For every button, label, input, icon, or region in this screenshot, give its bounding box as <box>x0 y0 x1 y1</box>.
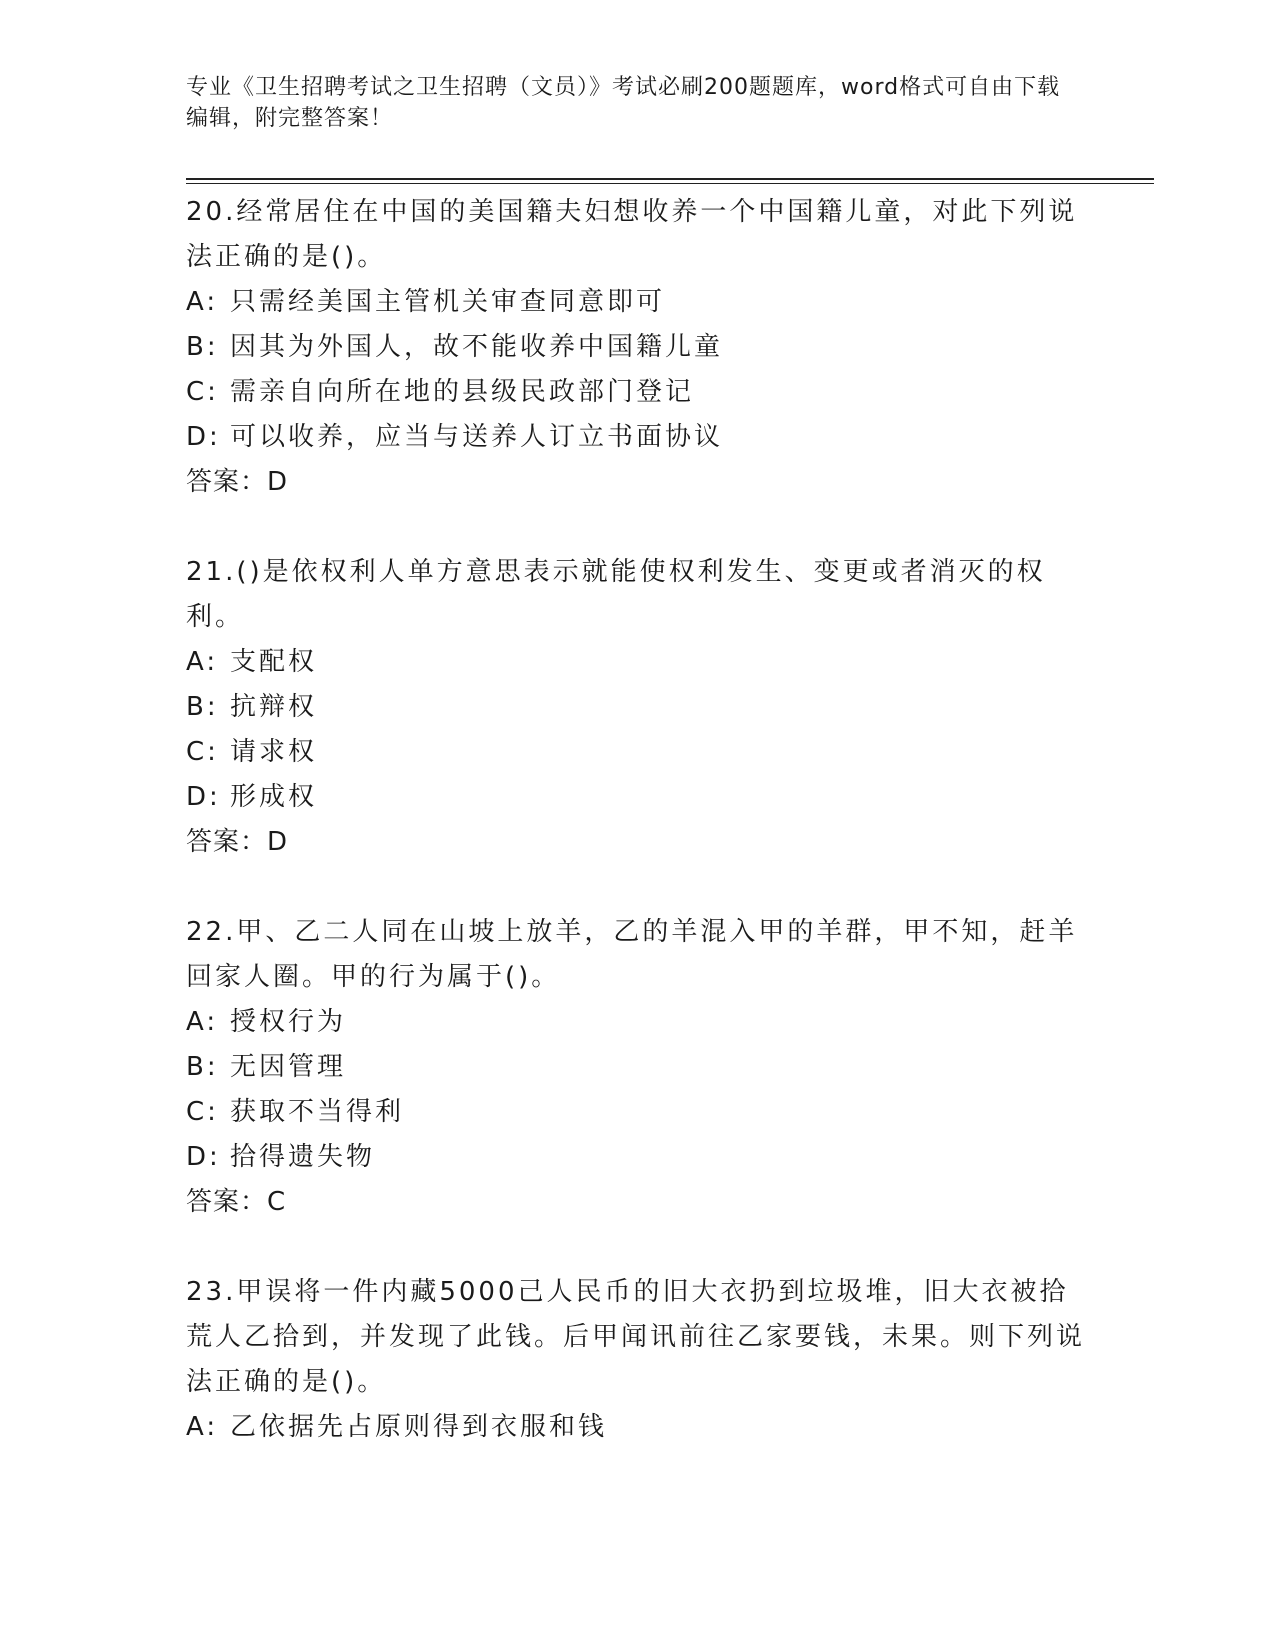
option-b <box>186 1045 1086 1090</box>
option-letter: A: <box>186 1412 219 1442</box>
option-text: 形成权 <box>230 782 318 812</box>
option-letter: A: <box>186 647 219 677</box>
option-letter: D: <box>186 782 221 812</box>
answer-line: 答案：D <box>186 467 289 497</box>
option-d <box>186 775 1086 820</box>
option-b <box>186 325 1086 370</box>
answer-line: 答案：D <box>186 827 289 857</box>
option-letter: A: <box>186 1007 219 1037</box>
question-20 <box>186 190 1086 505</box>
option-c <box>186 370 1086 415</box>
question-text: 20.经常居住在中国的美国籍夫妇想收养一个中国籍儿童，对此下列说法正确的是()。 <box>186 197 1078 272</box>
question-text: 21.()是依权利人单方意思表示就能使权利发生、变更或者消灭的权利。 <box>186 557 1046 632</box>
option-a <box>186 640 1086 685</box>
header-rule-thick <box>186 178 1154 180</box>
question-22 <box>186 910 1086 1225</box>
header-rule-thin <box>186 183 1154 184</box>
option-letter: D: <box>186 1142 221 1172</box>
option-d <box>186 1135 1086 1180</box>
option-letter: B: <box>186 1052 219 1082</box>
option-a <box>186 1405 1086 1450</box>
option-letter: D: <box>186 422 221 452</box>
question-list <box>186 190 1086 1450</box>
option-letter: C: <box>186 1097 219 1127</box>
option-a <box>186 280 1086 325</box>
question-spacer <box>186 865 1086 910</box>
option-text: 因其为外国人，故不能收养中国籍儿童 <box>230 332 724 362</box>
option-text: 可以收养，应当与送养人订立书面协议 <box>230 422 724 452</box>
option-letter: C: <box>186 737 219 767</box>
option-text: 无因管理 <box>230 1052 347 1082</box>
option-text: 拾得遗失物 <box>230 1142 376 1172</box>
option-text: 需亲自向所在地的县级民政部门登记 <box>230 377 695 407</box>
question-text: 23.甲误将一件内藏5000己人民币的旧大衣扔到垃圾堆，旧大衣被拾荒人乙拾到，并发现了此钱。后甲闻讯前往乙家要钱，未果。则下列说法正确的是()。 <box>186 1277 1086 1397</box>
option-d <box>186 415 1086 460</box>
option-text: 只需经美国主管机关审查同意即可 <box>230 287 666 317</box>
question-text: 22.甲、乙二人同在山坡上放羊，乙的羊混入甲的羊群，甲不知，赶羊回家人圈。甲的行为属于()。 <box>186 917 1078 992</box>
answer-line: 答案：C <box>186 1187 287 1217</box>
question-23 <box>186 1270 1086 1450</box>
option-c <box>186 1090 1086 1135</box>
question-spacer <box>186 505 1086 550</box>
option-text: 授权行为 <box>230 1007 347 1037</box>
option-text: 获取不当得利 <box>230 1097 405 1127</box>
option-b <box>186 685 1086 730</box>
option-a <box>186 1000 1086 1045</box>
option-text: 乙依据先占原则得到衣服和钱 <box>230 1412 608 1442</box>
option-text: 请求权 <box>230 737 318 767</box>
option-letter: B: <box>186 332 219 362</box>
option-text: 抗辩权 <box>230 692 318 722</box>
document-header: 专业《卫生招聘考试之卫生招聘（文员）》考试必刷200题题库，word格式可自由下载编辑，附完整答案！ <box>186 75 1061 131</box>
option-letter: B: <box>186 692 219 722</box>
question-21 <box>186 550 1086 865</box>
option-c <box>186 730 1086 775</box>
option-text: 支配权 <box>230 647 318 677</box>
option-letter: C: <box>186 377 219 407</box>
option-letter: A: <box>186 287 219 317</box>
question-spacer <box>186 1225 1086 1270</box>
